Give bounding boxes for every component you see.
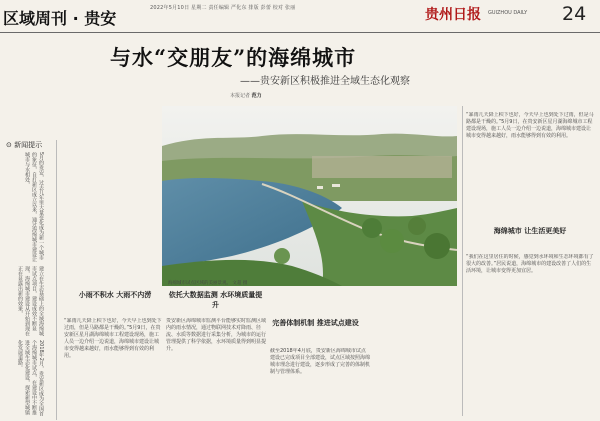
masthead: 贵州日报 — [425, 7, 481, 23]
byline-name: 范力 — [251, 93, 262, 99]
section-body-2: 贵安新区海绵城市监测平台能够实时监测区域内的雨水情况，通过物联网技术对降雨、径流、水质等数据进行采集分析，为城市的运行管理提供了科学依据，水环境质量得到明显提升。 — [166, 318, 266, 352]
section-heading-4: 海绵城市 让生活更美好 — [493, 227, 567, 235]
section-heading-2: 依托大数据监测 水环境质量提升 — [168, 291, 263, 309]
byline-label: 本报记者 — [230, 93, 251, 99]
column-divider — [56, 140, 57, 420]
header-rule — [0, 32, 600, 33]
date-line: 2022年5月10日 星期二 责任编辑 严化东 排版 彭蕾 校对 张丽 — [150, 5, 296, 11]
byline — [230, 92, 262, 99]
lake-photo — [162, 106, 457, 286]
section-body-1: “暴雨几天降上积下也好，今天早上也到处下过雨，但是马路都是干燥的。”5月9日，在贵安新区星月湖海绵城市工程建设现场，施工人员一边介绍一边说道，海绵城市建设让城市变得越来越好，雨水能够得到有效的利用。 — [64, 318, 162, 359]
page-header — [0, 0, 600, 42]
sidebar-column-3: 2018年2月，贵安新区成为全国首个海绵城市试点，在建设中不断推进全域生态化建设，探索新型城镇化发展道路。 — [17, 340, 44, 416]
article-title: 与水“交朋友”的海绵城市 — [110, 45, 357, 70]
article-subtitle: ——贵安新区积极推进全域生态化观察 — [240, 76, 410, 87]
section-body-4: “我们在这里居住的时候，感觉到水环境和生态环境都有了很大的改善。”居民说道，海绵城市的建设改善了人们的生活环境，让城市变得更加宜居。 — [466, 254, 594, 274]
photo-caption: 海绵城市试点区域的美丽景观。 文超 摄 — [168, 281, 248, 286]
section-title: 区域周刊 · 贵安 — [3, 9, 117, 28]
news-tip-heading: ⊙ 新闻提示 — [6, 141, 43, 149]
section-heading-1: 小雨不积水 大雨不内涝 — [78, 291, 152, 299]
right-intro-text: “暴雨几天降上积下也好，今天早上也到处下过雨，但是马路都是干燥的。”5月9日，在贵安新区星月湖海绵城市工程建设现场，施工人员一边介绍一边说道，海绵城市建设让城市变得越来越好，雨水能够得到有效的利用。 — [466, 112, 594, 139]
page-number: 24 — [562, 3, 587, 25]
right-column-divider — [462, 106, 463, 416]
sidebar-column-2: 建立在生态基础上的全域海绵城市试点项目，建设成效不断显现，海绵城市建设从开始到现在正在显露出新的效果， — [17, 266, 44, 336]
sidebar-column-1: 5月的贵安，过去几年里大量变化成为新一个城市的象征，自打新区成立以来，通过海绵城市建设让城市与水相处， — [24, 152, 44, 262]
section-body-3: 截至2018年4月底，贵安新区海绵城市试点建设已完成项目全部建设，试点区域按照海绵城市理念进行建设，逐步形成了完善的体制机制与管理体系。 — [270, 348, 370, 375]
masthead-en: GUIZHOU DAILY — [488, 10, 528, 16]
section-heading-3: 完善体制机制 推进试点建设 — [272, 319, 359, 327]
